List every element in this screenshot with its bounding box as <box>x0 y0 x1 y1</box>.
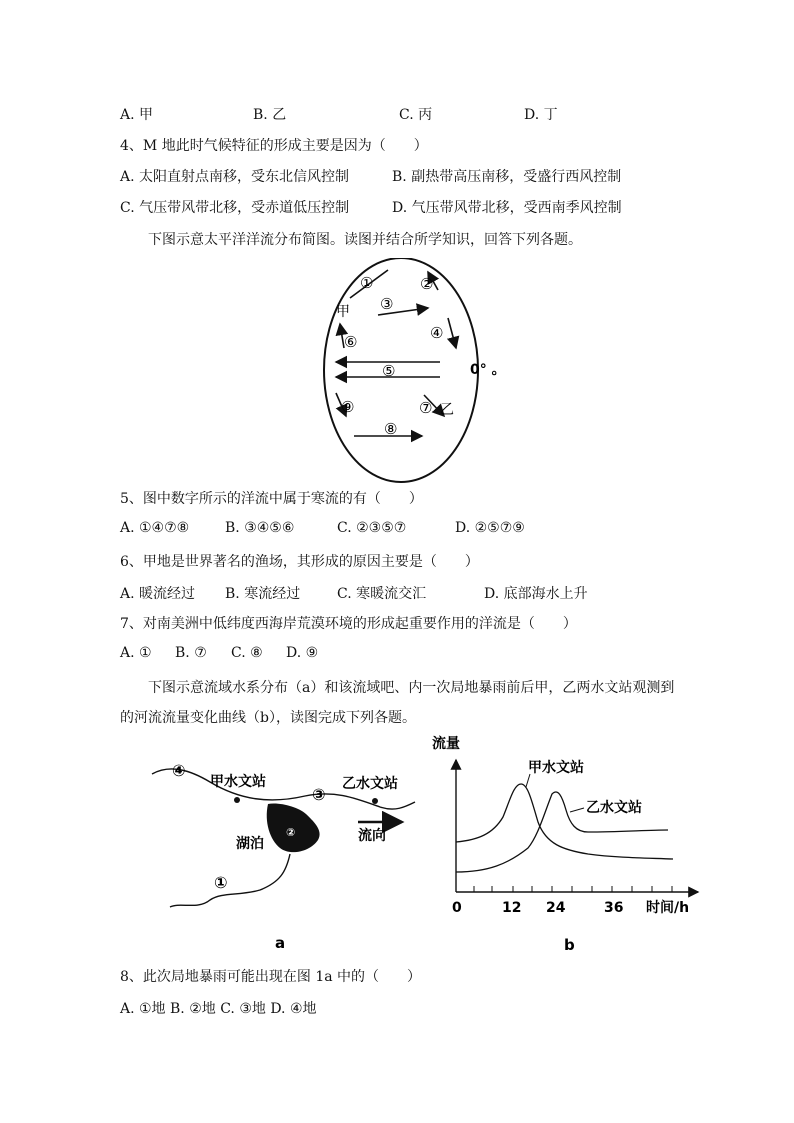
current-4-label: ④ <box>430 324 444 342</box>
q4-option-a: A. 太阳直射点南移，受东北信风控制 <box>120 169 350 185</box>
q7-option-b: B. ⑦ <box>175 645 207 661</box>
q7-option-d: D. ⑨ <box>286 645 319 661</box>
q6-option-b: B. 寒流经过 <box>225 586 301 602</box>
x-ticks <box>474 886 672 892</box>
intro-figure2-line2: 的河流流量变化曲线（b），读图完成下列各题。 <box>120 710 416 726</box>
series-yi-label: 乙水文站 <box>586 800 642 816</box>
discharge-chart <box>428 732 708 957</box>
intro-figure2-line1: 下图示意流域水系分布（a）和该流域吧、内一次局地暴雨前后甲，乙两水文站观测到 <box>148 680 675 696</box>
q6-option-a: A. 暖流经过 <box>120 586 196 602</box>
q5-option-d: D. ②⑤⑦⑨ <box>455 520 525 536</box>
current-1-label: ① <box>360 274 374 292</box>
series-yi-leader <box>570 808 584 812</box>
flow-direction-label: 流向 <box>358 828 386 844</box>
figure-a-caption: a <box>275 934 286 952</box>
river-system-map <box>140 752 430 952</box>
q7-option-c: C. ⑧ <box>231 645 263 661</box>
river-4-label: ④ <box>172 761 186 780</box>
place-jia-label: 甲 <box>336 304 350 320</box>
q3-option-d: D. 丁 <box>524 107 558 123</box>
q8-stem: 8、此次局地暴雨可能出现在图 1a 中的（ ） <box>120 969 422 985</box>
station-yi-dot <box>372 798 378 804</box>
place-yi-label: 乙 <box>440 402 454 418</box>
q7-option-a: A. ① <box>120 645 152 661</box>
x-tick-12: 12 <box>502 900 522 916</box>
lake-label: 湖泊 <box>236 836 264 852</box>
current-4-arrow <box>448 318 456 348</box>
station-yi-label: 乙水文站 <box>342 776 398 792</box>
current-6-label: ⑥ <box>344 333 358 351</box>
q4-stem: 4、M 地此时气候特征的形成主要是因为（ ） <box>120 138 428 154</box>
station-jia-dot <box>234 797 240 803</box>
current-5-label: ⑤ <box>382 362 396 380</box>
q5-option-b: B. ③④⑤⑥ <box>225 520 295 536</box>
q6-option-d: D. 底部海水上升 <box>484 586 588 602</box>
tributary-river <box>170 854 290 907</box>
q6-stem: 6、甲地是世界著名的渔场，其形成的原因主要是（ ） <box>120 554 479 570</box>
series-jia-label: 甲水文站 <box>528 760 584 776</box>
station-jia-label: 甲水文站 <box>210 774 266 790</box>
q6-option-c: C. 寒暖流交汇 <box>337 586 427 602</box>
q5-option-a: A. ①④⑦⑧ <box>120 520 190 536</box>
ocean-current-diagram <box>310 258 510 488</box>
x-tick-0: 0 <box>452 900 462 916</box>
current-3-label: ③ <box>380 295 394 313</box>
lake-number-label: ② <box>286 826 296 839</box>
current-8-label: ⑧ <box>384 420 398 438</box>
x-tick-36: 36 <box>604 900 624 916</box>
q8-options: A. ①地 B. ②地 C. ③地 D. ④地 <box>120 1001 317 1017</box>
equator-label: 0° 。 <box>470 362 506 378</box>
x-tick-24: 24 <box>546 900 566 916</box>
series-jia-curve <box>456 784 673 859</box>
q5-stem: 5、图中数字所示的洋流中属于寒流的有（ ） <box>120 491 423 507</box>
q7-stem: 7、对南美洲中低纬度西海岸荒漠环境的形成起重要作用的洋流是（ ） <box>120 616 577 632</box>
q3-option-b: B. 乙 <box>253 107 287 123</box>
river-1-label: ① <box>214 873 228 892</box>
q4-option-b: B. 副热带高压南移，受盛行西风控制 <box>392 169 622 185</box>
current-2-label: ② <box>420 275 434 293</box>
q3-option-a: A. 甲 <box>120 107 154 123</box>
x-axis-label: 时间/h <box>646 900 690 916</box>
q4-option-c: C. 气压带风带北移，受赤道低压控制 <box>120 200 350 216</box>
figure-b-caption: b <box>564 936 575 954</box>
y-axis-label: 流量 <box>432 736 460 752</box>
river-3-label: ③ <box>312 785 326 804</box>
intro-figure1: 下图示意太平洋洋流分布简图。读图并结合所学知识，回答下列各题。 <box>148 232 582 248</box>
q5-option-c: C. ②③⑤⑦ <box>337 520 407 536</box>
q3-option-c: C. 丙 <box>399 107 433 123</box>
current-7-label: ⑦ <box>419 399 433 417</box>
q4-option-d: D. 气压带风带北移，受西南季风控制 <box>392 200 622 216</box>
ocean-outline <box>324 258 478 482</box>
current-9-label: ⑨ <box>341 398 355 416</box>
